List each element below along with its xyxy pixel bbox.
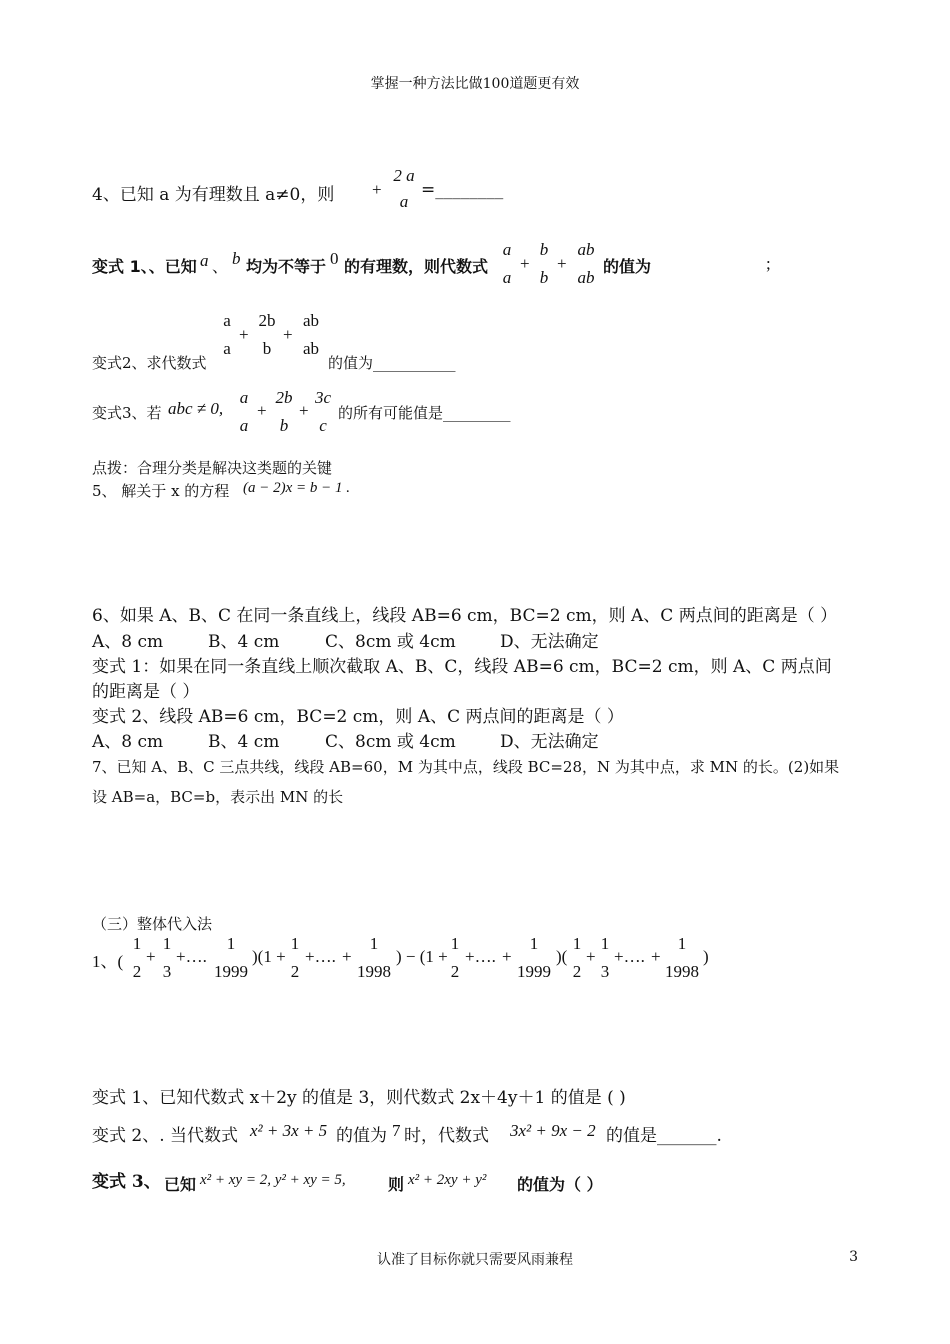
s-v3-t1: 已知 bbox=[164, 1175, 197, 1194]
q6v2-option-b: B、4 cm bbox=[208, 732, 280, 752]
q6v1-line2: 的距离是（ ） bbox=[92, 682, 200, 702]
s1-plus-d2: + bbox=[651, 947, 661, 966]
s1-frac-b2 bbox=[355, 934, 393, 982]
v3-f2-num: 2b bbox=[275, 388, 293, 407]
s1-a1-den: 2 bbox=[132, 962, 142, 981]
page-header: 掌握一种方法比做100道题更有效 bbox=[370, 76, 580, 92]
s-v2-tail: 的值是_______. bbox=[606, 1126, 722, 1146]
s1-paren2: )( bbox=[556, 947, 568, 966]
v2-plus-1: + bbox=[239, 325, 249, 344]
s1-plus-c: + bbox=[502, 947, 512, 966]
v2-frac-2 bbox=[254, 311, 280, 359]
s1-plus-d: + bbox=[586, 947, 596, 966]
s1-d3-num: 1 bbox=[677, 934, 687, 953]
s1-d1-num: 1 bbox=[572, 934, 582, 953]
v1-mid: 均为不等于 bbox=[246, 257, 327, 276]
s1-paren-mid: )(1 + bbox=[252, 947, 286, 966]
v2-f3-den: ab bbox=[302, 339, 320, 358]
q4-plus: + bbox=[372, 180, 382, 199]
v1-f1-den: a bbox=[502, 268, 512, 287]
v2-tail: 的值为___________ bbox=[328, 354, 456, 372]
s1-dots-b: +…. bbox=[305, 947, 336, 966]
q5-text: 5、 解关于 x 的方程 bbox=[92, 482, 230, 500]
s1-frac-a2 bbox=[160, 934, 174, 982]
s-v3-t2: 则 bbox=[388, 1175, 405, 1194]
s-v3-expr2: x² + 2xy + y² bbox=[408, 1172, 487, 1188]
s1-a2-den: 3 bbox=[162, 962, 172, 981]
s1-dots-a: +…. bbox=[176, 947, 207, 966]
s1-plus-a1: + bbox=[146, 947, 156, 966]
s1-d1-den: 2 bbox=[572, 962, 582, 981]
s-v2-mid2: 时，代数式 bbox=[404, 1126, 489, 1146]
s1-dots-d: +…. bbox=[614, 947, 645, 966]
q6v1-line1: 变式 1：如果在同一条直线上顺次截取 A、B、C，线段 AB=6 cm，BC=2 cm，则 A、C 两点间 bbox=[92, 657, 832, 677]
v2-f2-num: 2b bbox=[258, 311, 276, 330]
v2-frac-1 bbox=[218, 311, 236, 359]
s1-close: ) bbox=[703, 947, 709, 966]
v1-frac-2 bbox=[535, 240, 553, 288]
q6-text: 6、如果 A、B、C 在同一条直线上，线段 AB=6 cm，BC=2 cm，则 A、C 两点间的距离是（ ） bbox=[92, 606, 838, 626]
s-v2-label: 变式 2、. 当代数式 bbox=[92, 1126, 239, 1146]
v1-f2-den: b bbox=[539, 268, 549, 287]
s-v3-expr1: x² + xy = 2, y² + xy = 5, bbox=[200, 1172, 346, 1188]
v1-plus-1: + bbox=[520, 254, 530, 273]
v1-label: 变式 1、、已知 bbox=[92, 257, 197, 276]
q6v2-option-a: A、8 cm bbox=[92, 732, 164, 752]
s1-a1-num: 1 bbox=[132, 934, 142, 953]
v3-condition: abc ≠ 0, bbox=[168, 399, 224, 418]
q4-frac-den: a bbox=[399, 192, 409, 211]
v3-plus-2: + bbox=[299, 401, 309, 420]
s-v2-expr2: 3x² + 9x − 2 bbox=[510, 1121, 596, 1140]
page-footer: 认准了目标你就只需要风雨兼程 bbox=[377, 1252, 573, 1268]
s1-c2-num: 1 bbox=[529, 934, 539, 953]
s1-frac-a3 bbox=[212, 934, 250, 982]
s-v2-mid: 的值为 bbox=[336, 1126, 387, 1146]
v1-var-b: b bbox=[232, 249, 241, 268]
v3-tail: 的所有可能值是_________ bbox=[338, 404, 511, 422]
s1-frac-d1 bbox=[570, 934, 584, 982]
q6v2-option-d: D、无法确定 bbox=[500, 732, 599, 752]
s1-d2-num: 1 bbox=[600, 934, 610, 953]
s-v2-seven: 7 bbox=[392, 1121, 401, 1140]
v2-f2-den: b bbox=[262, 339, 272, 358]
v1-frac-1 bbox=[498, 240, 516, 288]
page-number: 3 bbox=[849, 1249, 858, 1265]
v1-plus-2: + bbox=[557, 254, 567, 273]
s1-b2-den: 1998 bbox=[357, 962, 391, 981]
v3-frac-2 bbox=[271, 388, 297, 436]
v3-f3-den: c bbox=[319, 416, 327, 435]
q6-option-b: B、4 cm bbox=[208, 632, 280, 652]
s1-dots-c: +…. bbox=[465, 947, 496, 966]
v2-frac-3 bbox=[298, 311, 324, 359]
v3-f3-num: 3c bbox=[314, 388, 332, 407]
v1-var-a: a bbox=[200, 251, 209, 270]
s1-frac-c2 bbox=[515, 934, 553, 982]
v1-mid2: 的有理数，则代数式 bbox=[344, 257, 489, 276]
q6v2-text: 变式 2、线段 AB=6 cm，BC=2 cm，则 A、C 两点间的距离是（ ） bbox=[92, 707, 624, 727]
s1-b2-num: 1 bbox=[369, 934, 379, 953]
s1-a2-num: 1 bbox=[162, 934, 172, 953]
v3-f2-den: b bbox=[279, 416, 289, 435]
s1-frac-a1 bbox=[130, 934, 144, 982]
q6-option-d: D、无法确定 bbox=[500, 632, 599, 652]
s-v1-text: 变式 1、已知代数式 x＋2y 的值是 3，则代数式 2x＋4y＋1 的值是 ( ) bbox=[92, 1088, 626, 1108]
s1-d3-den: 1998 bbox=[665, 962, 699, 981]
v3-label: 变式3、若 bbox=[92, 404, 162, 422]
s1-b1-den: 2 bbox=[290, 962, 300, 981]
s1-a3-den: 1999 bbox=[214, 962, 248, 981]
s1-minus: ) − (1 + bbox=[396, 947, 448, 966]
v3-frac-1 bbox=[235, 388, 253, 436]
v1-f3-num: ab bbox=[577, 240, 595, 259]
v3-frac-3 bbox=[312, 388, 334, 436]
s-v3-label: 变式 3、 bbox=[92, 1172, 161, 1192]
q7-line1: 7、已知 A、B、C 三点共线，线段 AB=60，M 为其中点，线段 BC=28，N 为其中点，求 MN 的长。(2)如果 bbox=[92, 758, 840, 776]
v1-f3-den: ab bbox=[577, 268, 595, 287]
q6v2-option-c: C、8cm 或 4cm bbox=[325, 732, 456, 752]
v1-f1-num: a bbox=[502, 240, 512, 259]
q4-answer-blank: =________ bbox=[421, 180, 504, 200]
v3-f1-num: a bbox=[239, 388, 249, 407]
s1-frac-c1 bbox=[448, 934, 462, 982]
s-v3-tail: 的值为（ ） bbox=[517, 1175, 603, 1194]
v1-sep: 、 bbox=[212, 257, 229, 276]
v2-f3-num: ab bbox=[302, 311, 320, 330]
v2-label: 变式2、求代数式 bbox=[92, 354, 207, 372]
s1-frac-d3 bbox=[663, 934, 701, 982]
q5-equation: (a − 2)x = b − 1 . bbox=[243, 480, 351, 496]
v1-semicolon: ; bbox=[766, 254, 771, 273]
s1-c2-den: 1999 bbox=[517, 962, 551, 981]
s1-c1-num: 1 bbox=[450, 934, 460, 953]
v1-f2-num: b bbox=[539, 240, 549, 259]
s1-frac-d2 bbox=[598, 934, 612, 982]
tip-text: 点拨：合理分类是解决这类题的关键 bbox=[92, 459, 333, 477]
section-title: （三）整体代入法 bbox=[92, 915, 213, 933]
q4-frac-num: 2 a bbox=[393, 166, 415, 185]
s1-plus-b: + bbox=[342, 947, 352, 966]
s1-b1-num: 1 bbox=[290, 934, 300, 953]
v3-f1-den: a bbox=[239, 416, 249, 435]
s1-label: 1、( bbox=[92, 952, 124, 971]
q4-fraction bbox=[390, 166, 418, 212]
s1-d2-den: 3 bbox=[600, 962, 610, 981]
q7-line2: 设 AB=a，BC=b，表示出 MN 的长 bbox=[92, 788, 344, 806]
s1-c1-den: 2 bbox=[450, 962, 460, 981]
v1-tail: 的值为 bbox=[603, 257, 652, 276]
v2-f1-den: a bbox=[223, 339, 231, 358]
s-v2-expr1: x² + 3x + 5 bbox=[250, 1121, 328, 1140]
v1-zero: 0 bbox=[330, 249, 339, 268]
v1-frac-3 bbox=[573, 240, 599, 288]
v2-plus-2: + bbox=[283, 325, 293, 344]
q4-text: 4、已知 a 为有理数且 a≠0，则 bbox=[92, 185, 335, 205]
q6-option-c: C、8cm 或 4cm bbox=[325, 632, 456, 652]
q6-option-a: A、8 cm bbox=[92, 632, 164, 652]
v3-plus-1: + bbox=[257, 401, 267, 420]
s1-a3-num: 1 bbox=[226, 934, 236, 953]
s1-frac-b1 bbox=[288, 934, 302, 982]
v2-f1-num: a bbox=[223, 311, 231, 330]
